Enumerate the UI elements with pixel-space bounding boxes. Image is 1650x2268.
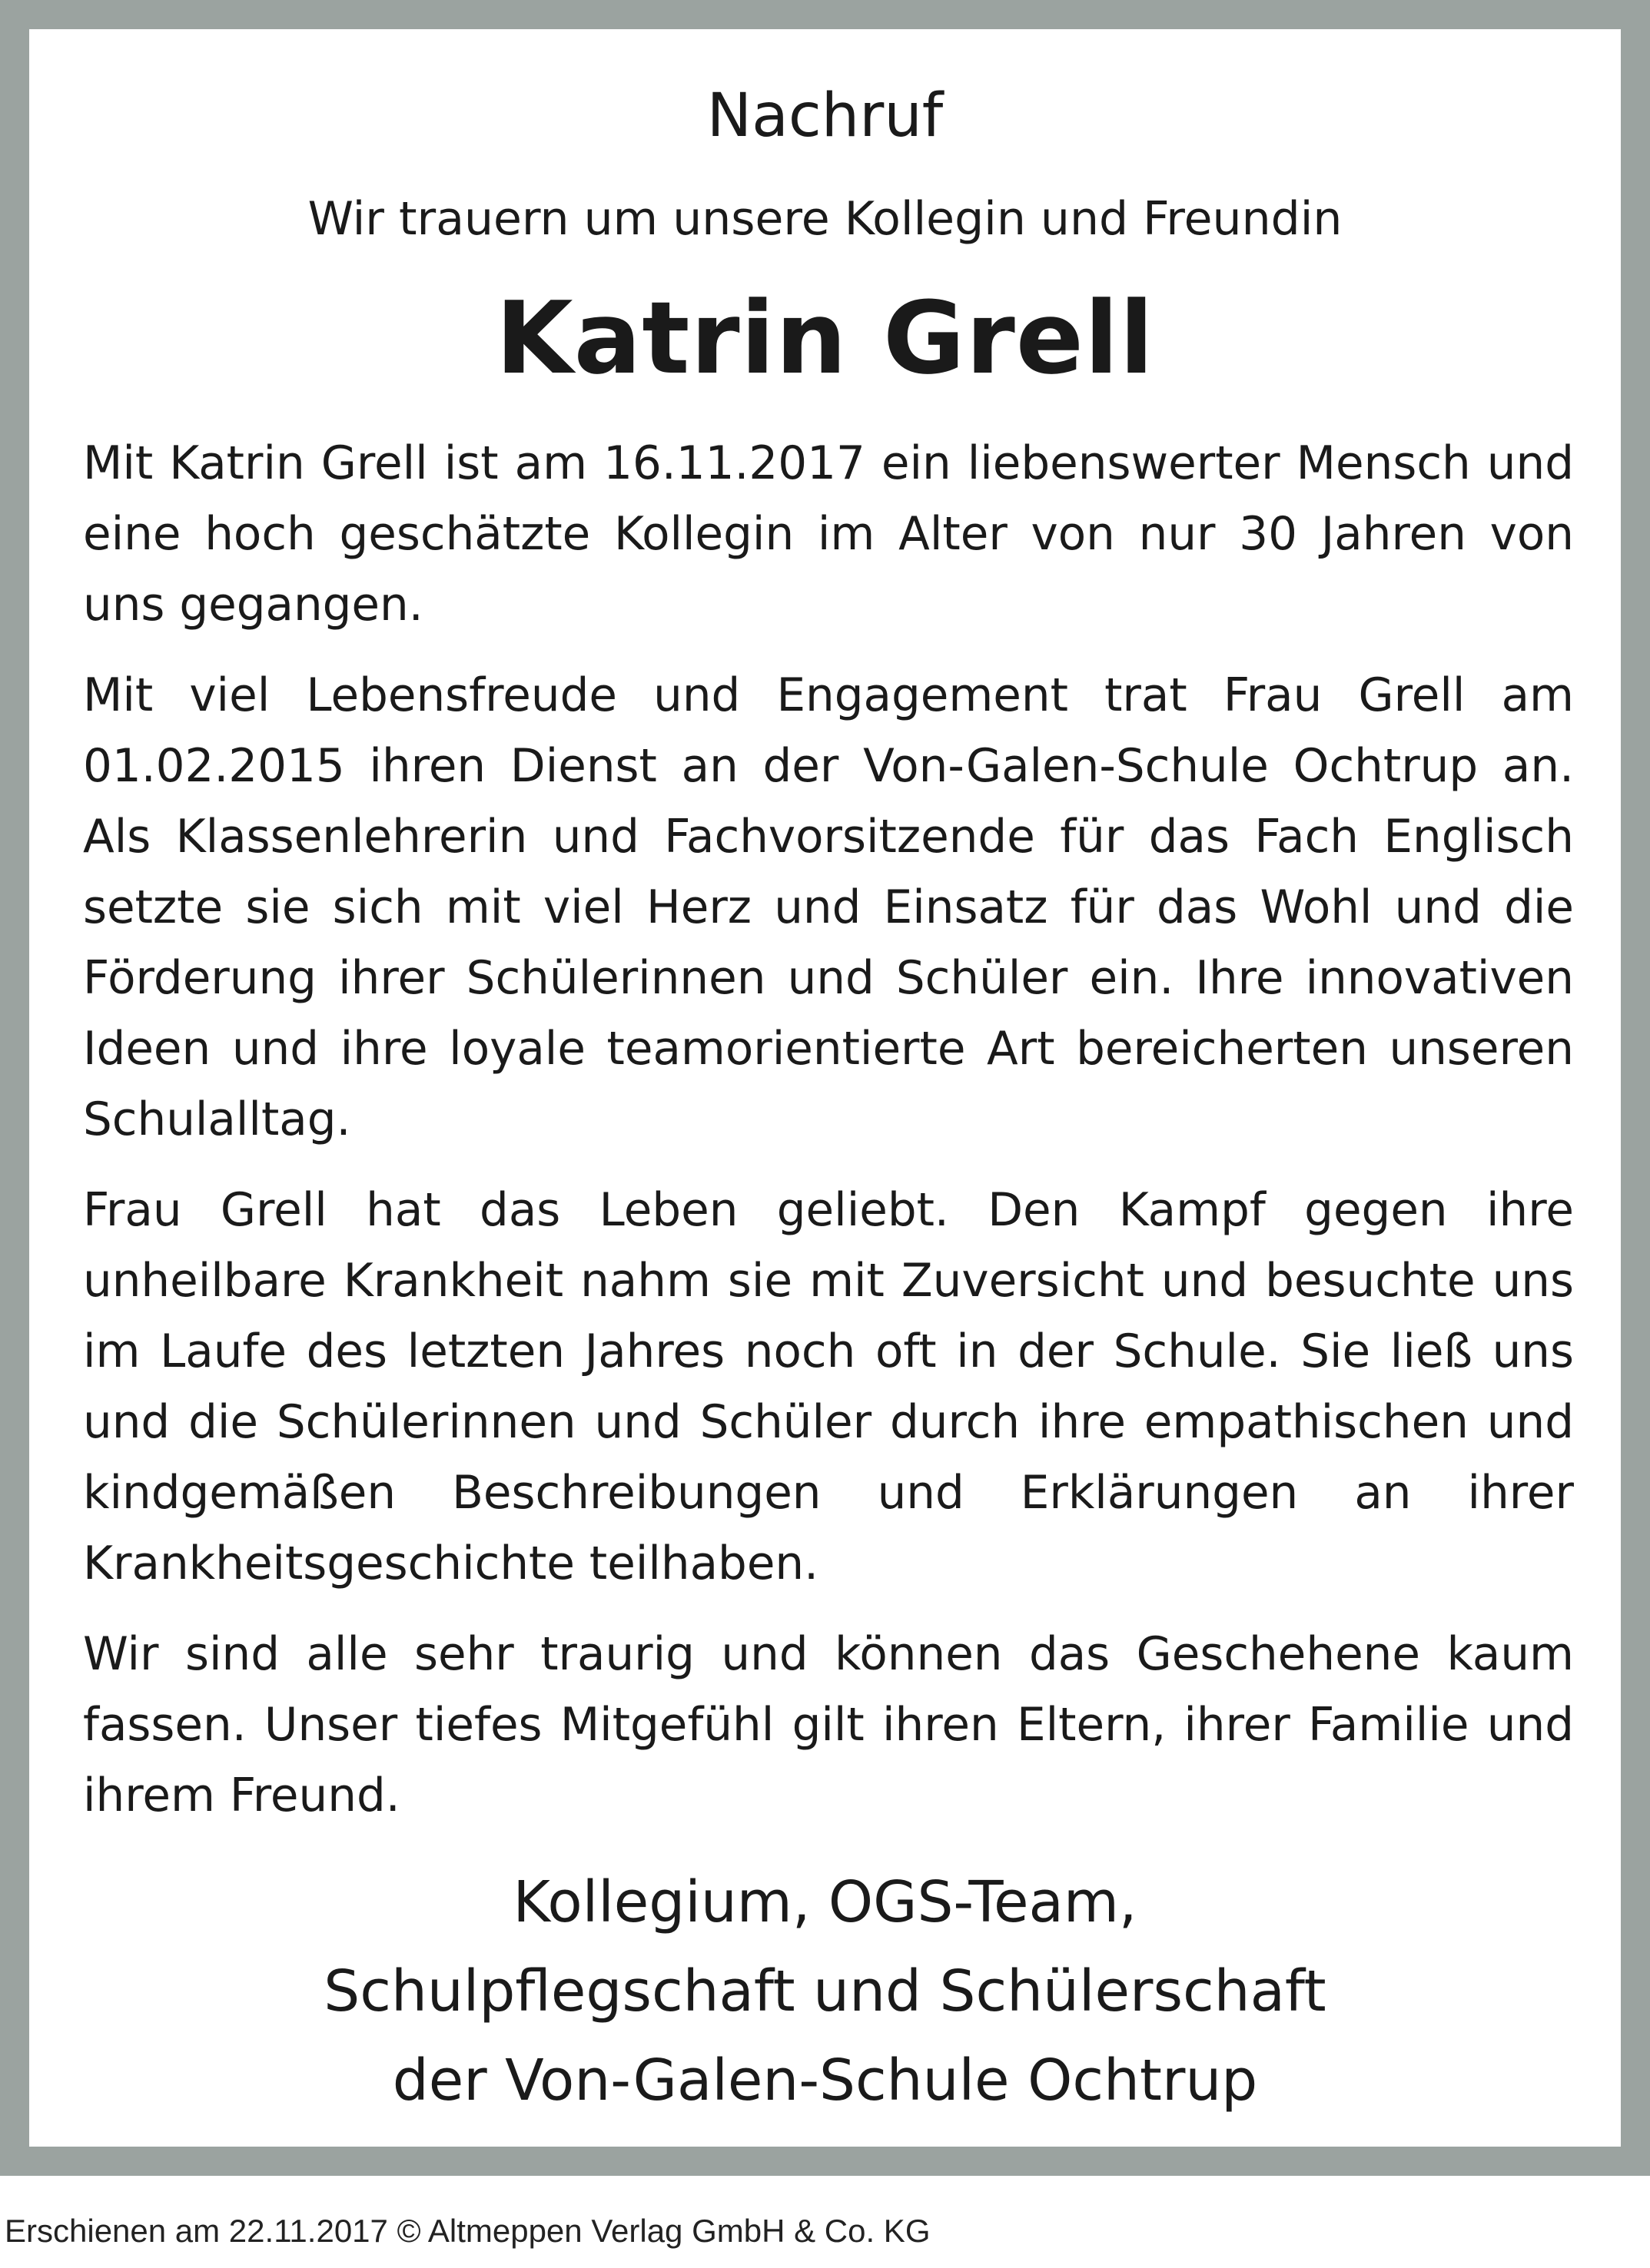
publication-footer: Erschienen am 22.11.2017 © Altmeppen Verlag GmbH & Co. KG (5, 2213, 931, 2249)
deceased-name: Katrin Grell (495, 280, 1155, 396)
signature-line-1: Kollegium, OGS-Team, (513, 1869, 1137, 1935)
obituary-body (83, 429, 1574, 1852)
signature-block (29, 1858, 1621, 2125)
paragraph-2: Mit viel Lebensfreude und Engagement trat Frau Grell am 01.02.2015 ihren Dienst an der Von-Galen-Schule Ochtrup an. Als Klassenlehrerin und Fachvorsitzende für das Fach Englisch setzte sie sich mit viel Herz und Einsatz für das Wohl und die Förderung ihrer Schülerinnen und Schüler ein. Ihre innovativen Ideen und ihre loyale teamorientierte Art bereicherten unseren Schulalltag. (83, 669, 1574, 1146)
notice-intro: Wir trauern um unsere Kollegin und Freundin (307, 192, 1343, 246)
paragraph-1: Mit Katrin Grell ist am 16.11.2017 ein liebenswerter Mensch und eine hoch geschätzte Kollegin im Alter von nur 30 Jahren von uns gegangen. (83, 437, 1574, 632)
signature-line-2: Schulpflegschaft und Schülerschaft (324, 1958, 1326, 2024)
notice-title: Nachruf (706, 81, 944, 151)
paragraph-3: Frau Grell hat das Leben geliebt. Den Kampf gegen ihre unheilbare Krankheit nahm sie mit Zuversicht und besuchte uns im Laufe des letzten Jahres noch oft in der Schule. Sie ließ uns und die Schülerinnen und Schüler durch ihre empathischen und kindgemäßen Beschreibungen und Erklärungen an ihrer Krankheitsgeschichte teilhaben. (83, 1184, 1574, 1590)
paragraph-4: Wir sind alle sehr traurig und können das Geschehene kaum fassen. Unser tiefes Mitgefühl gilt ihren Eltern, ihrer Familie und ihrem Freund. (83, 1628, 1574, 1822)
signature-line-3: der Von-Galen-Schule Ochtrup (392, 2048, 1258, 2114)
